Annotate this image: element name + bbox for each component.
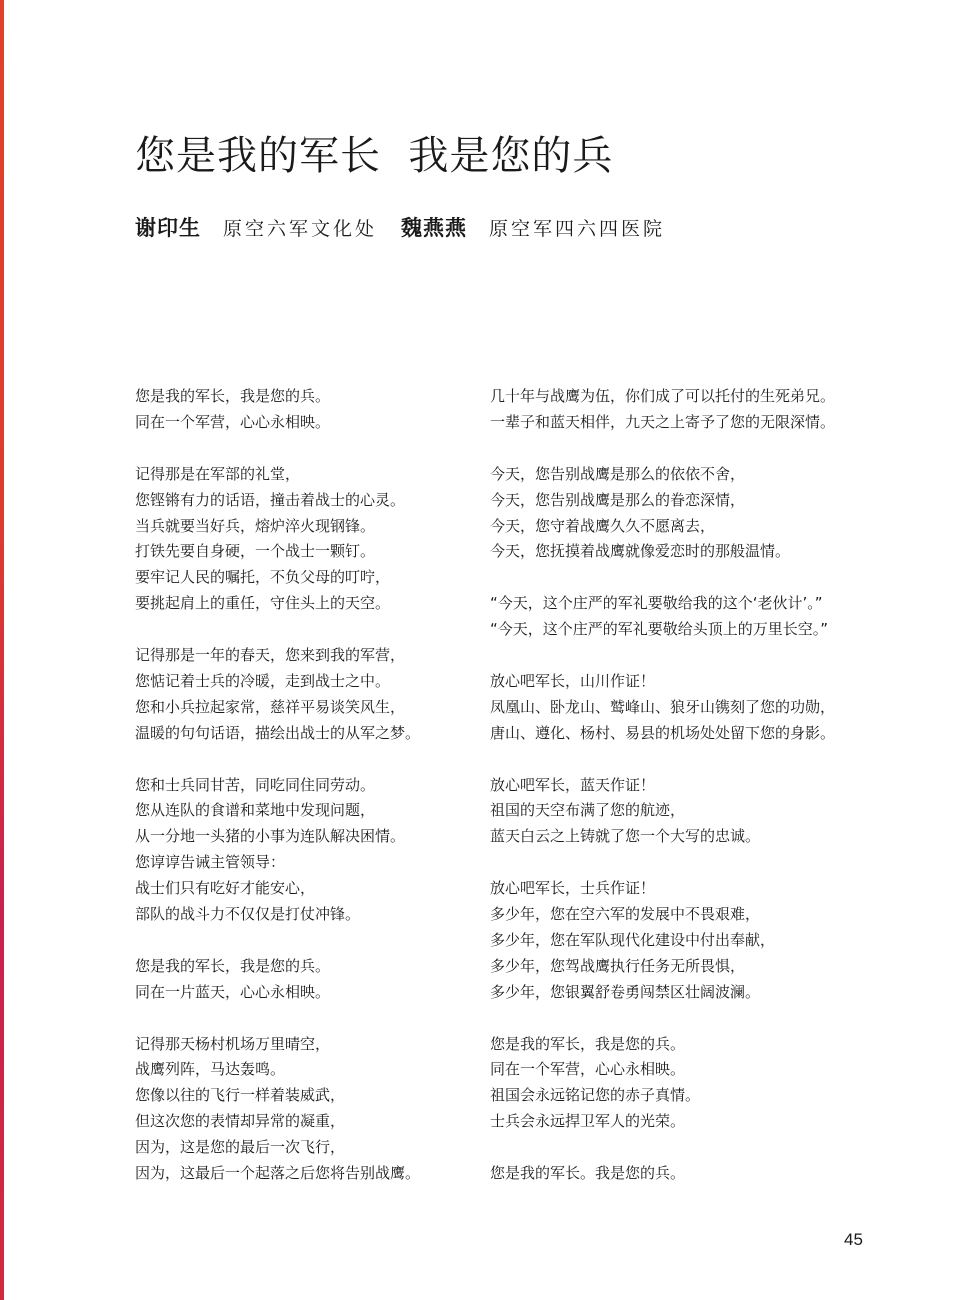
poem-line: 记得那天杨村机场万里晴空， <box>135 1034 331 1053</box>
poem-line: 祖国的天空布满了您的航迹， <box>490 801 686 820</box>
poem-stanza <box>135 384 465 436</box>
poem-column-right <box>490 384 900 1213</box>
poem-line: 您惦记着士兵的冷暖，走到战士之中。 <box>135 671 391 690</box>
poem-line: 唐山、遵化、杨村、易县的机场处处留下您的身影。 <box>490 723 836 742</box>
poem-line: 因为，这最后一个起落之后您将告别战鹰。 <box>135 1164 421 1183</box>
poem-stanza <box>490 1032 900 1136</box>
poem-line: 多少年，您银翼舒卷勇闯禁区壮阔波澜。 <box>490 982 761 1001</box>
poem-line: 您谆谆告诫主管领导： <box>135 853 286 872</box>
poem-stanza <box>490 1161 900 1187</box>
poem-line: “今天，这个庄严的军礼要敬给头顶上的万里长空。” <box>490 620 829 639</box>
poem-line: 温暖的句句话语，描绘出战士的从军之梦。 <box>135 723 421 742</box>
poem-line: 您铿锵有力的话语，撞击着战士的心灵。 <box>135 490 406 509</box>
poem-line: 今天，您抚摸着战鹰就像爱恋时的那般温情。 <box>490 542 791 561</box>
author-affiliation: 原空六军文化处 <box>223 217 378 240</box>
poem-stanza <box>490 384 900 436</box>
poem-line: 放心吧军长，蓝天作证！ <box>490 775 656 794</box>
poem-stanza <box>490 462 900 566</box>
poem-line: 部队的战斗力不仅仅是打仗冲锋。 <box>135 905 361 924</box>
poem-stanza <box>490 876 900 1006</box>
poem-line: 蓝天白云之上铸就了您一个大写的忠诚。 <box>490 827 761 846</box>
poem-line: 多少年，您驾战鹰执行任务无所畏惧， <box>490 956 746 975</box>
poem-line: 同在一个军营，心心永相映。 <box>490 1060 686 1079</box>
page-number: 45 <box>844 1230 863 1249</box>
author-name: 谢印生 <box>135 216 201 240</box>
poem-line: 同在一个军营，心心永相映。 <box>135 412 331 431</box>
page-title: 您是我的军长 我是您的兵 <box>135 133 614 179</box>
poem-line: 因为，这是您的最后一次飞行， <box>135 1138 346 1157</box>
poem-line: 战士们只有吃好才能安心， <box>135 879 316 898</box>
poem-line: 同在一片蓝天，心心永相映。 <box>135 982 331 1001</box>
poem-line: 记得那是在军部的礼堂， <box>135 464 301 483</box>
poem-line: 一辈子和蓝天相伴，九天之上寄予了您的无限深情。 <box>490 412 836 431</box>
poem-line: 打铁先要自身硬，一个战士一颗钉。 <box>135 542 376 561</box>
poem-line: 从一分地一头猪的小事为连队解决困情。 <box>135 827 406 846</box>
poem-line: 您是我的军长，我是您的兵。 <box>135 387 331 405</box>
poem-stanza <box>135 643 465 747</box>
poem-line: 您从连队的食谱和菜地中发现问题， <box>135 801 376 820</box>
poem-line: 您是我的军长。我是您的兵。 <box>490 1164 686 1183</box>
poem-line: 士兵会永远捍卫军人的光荣。 <box>490 1112 686 1131</box>
edge-color-bar <box>0 0 4 1300</box>
poem-line: 您是我的军长，我是您的兵。 <box>135 956 331 975</box>
poem-line: 您和小兵拉起家常，慈祥平易谈笑风生， <box>135 697 406 716</box>
poem-line: 今天，您告别战鹰是那么的依依不舍， <box>490 464 746 483</box>
byline <box>135 210 665 244</box>
poem-line: 几十年与战鹰为伍，你们成了可以托付的生死弟兄。 <box>490 387 836 405</box>
poem-line: 多少年，您在空六军的发展中不畏艰难， <box>490 905 761 924</box>
poem-stanza <box>135 1032 465 1187</box>
poem-stanza <box>490 669 900 747</box>
poem-stanza <box>135 462 465 617</box>
poem-column-left <box>135 384 465 1213</box>
poem-line: 多少年，您在军队现代化建设中付出奉献， <box>490 930 776 949</box>
poem-line: 放心吧军长，山川作证！ <box>490 671 656 690</box>
poem-line: 记得那是一年的春天，您来到我的军营， <box>135 646 406 665</box>
poem-line: 您是我的军长，我是您的兵。 <box>490 1034 686 1053</box>
poem-stanza <box>135 773 465 928</box>
poem-line: 您像以往的飞行一样着装威武， <box>135 1086 346 1105</box>
poem-line: “今天，这个庄严的军礼要敬给我的这个‘老伙计’。” <box>490 594 823 613</box>
poem-line: 要挑起肩上的重任，守住头上的天空。 <box>135 594 391 613</box>
poem-line: 要牢记人民的嘱托，不负父母的叮咛， <box>135 568 391 587</box>
author-name: 魏燕燕 <box>401 216 468 240</box>
poem-line: 当兵就要当好兵，熔炉淬火现钢锋。 <box>135 516 376 535</box>
poem-line: 但这次您的表情却异常的凝重， <box>135 1112 346 1131</box>
poem-line: 放心吧军长，士兵作证！ <box>490 879 656 898</box>
poem-line: 今天，您告别战鹰是那么的眷恋深情， <box>490 490 746 509</box>
poem-line: 凤凰山、卧龙山、鹫峰山、狼牙山镌刻了您的功勋， <box>490 697 836 716</box>
poem-line: 战鹰列阵，马达轰鸣。 <box>135 1060 286 1079</box>
poem-line: 祖国会永远铭记您的赤子真情。 <box>490 1086 701 1105</box>
author-affiliation: 原空军四六四医院 <box>489 217 666 240</box>
poem-stanza <box>135 954 465 1006</box>
poem-stanza <box>490 591 900 643</box>
poem-line: 您和士兵同甘苦，同吃同住同劳动。 <box>135 775 376 794</box>
poem-stanza <box>490 773 900 851</box>
poem-line: 今天，您守着战鹰久久不愿离去， <box>490 516 716 535</box>
